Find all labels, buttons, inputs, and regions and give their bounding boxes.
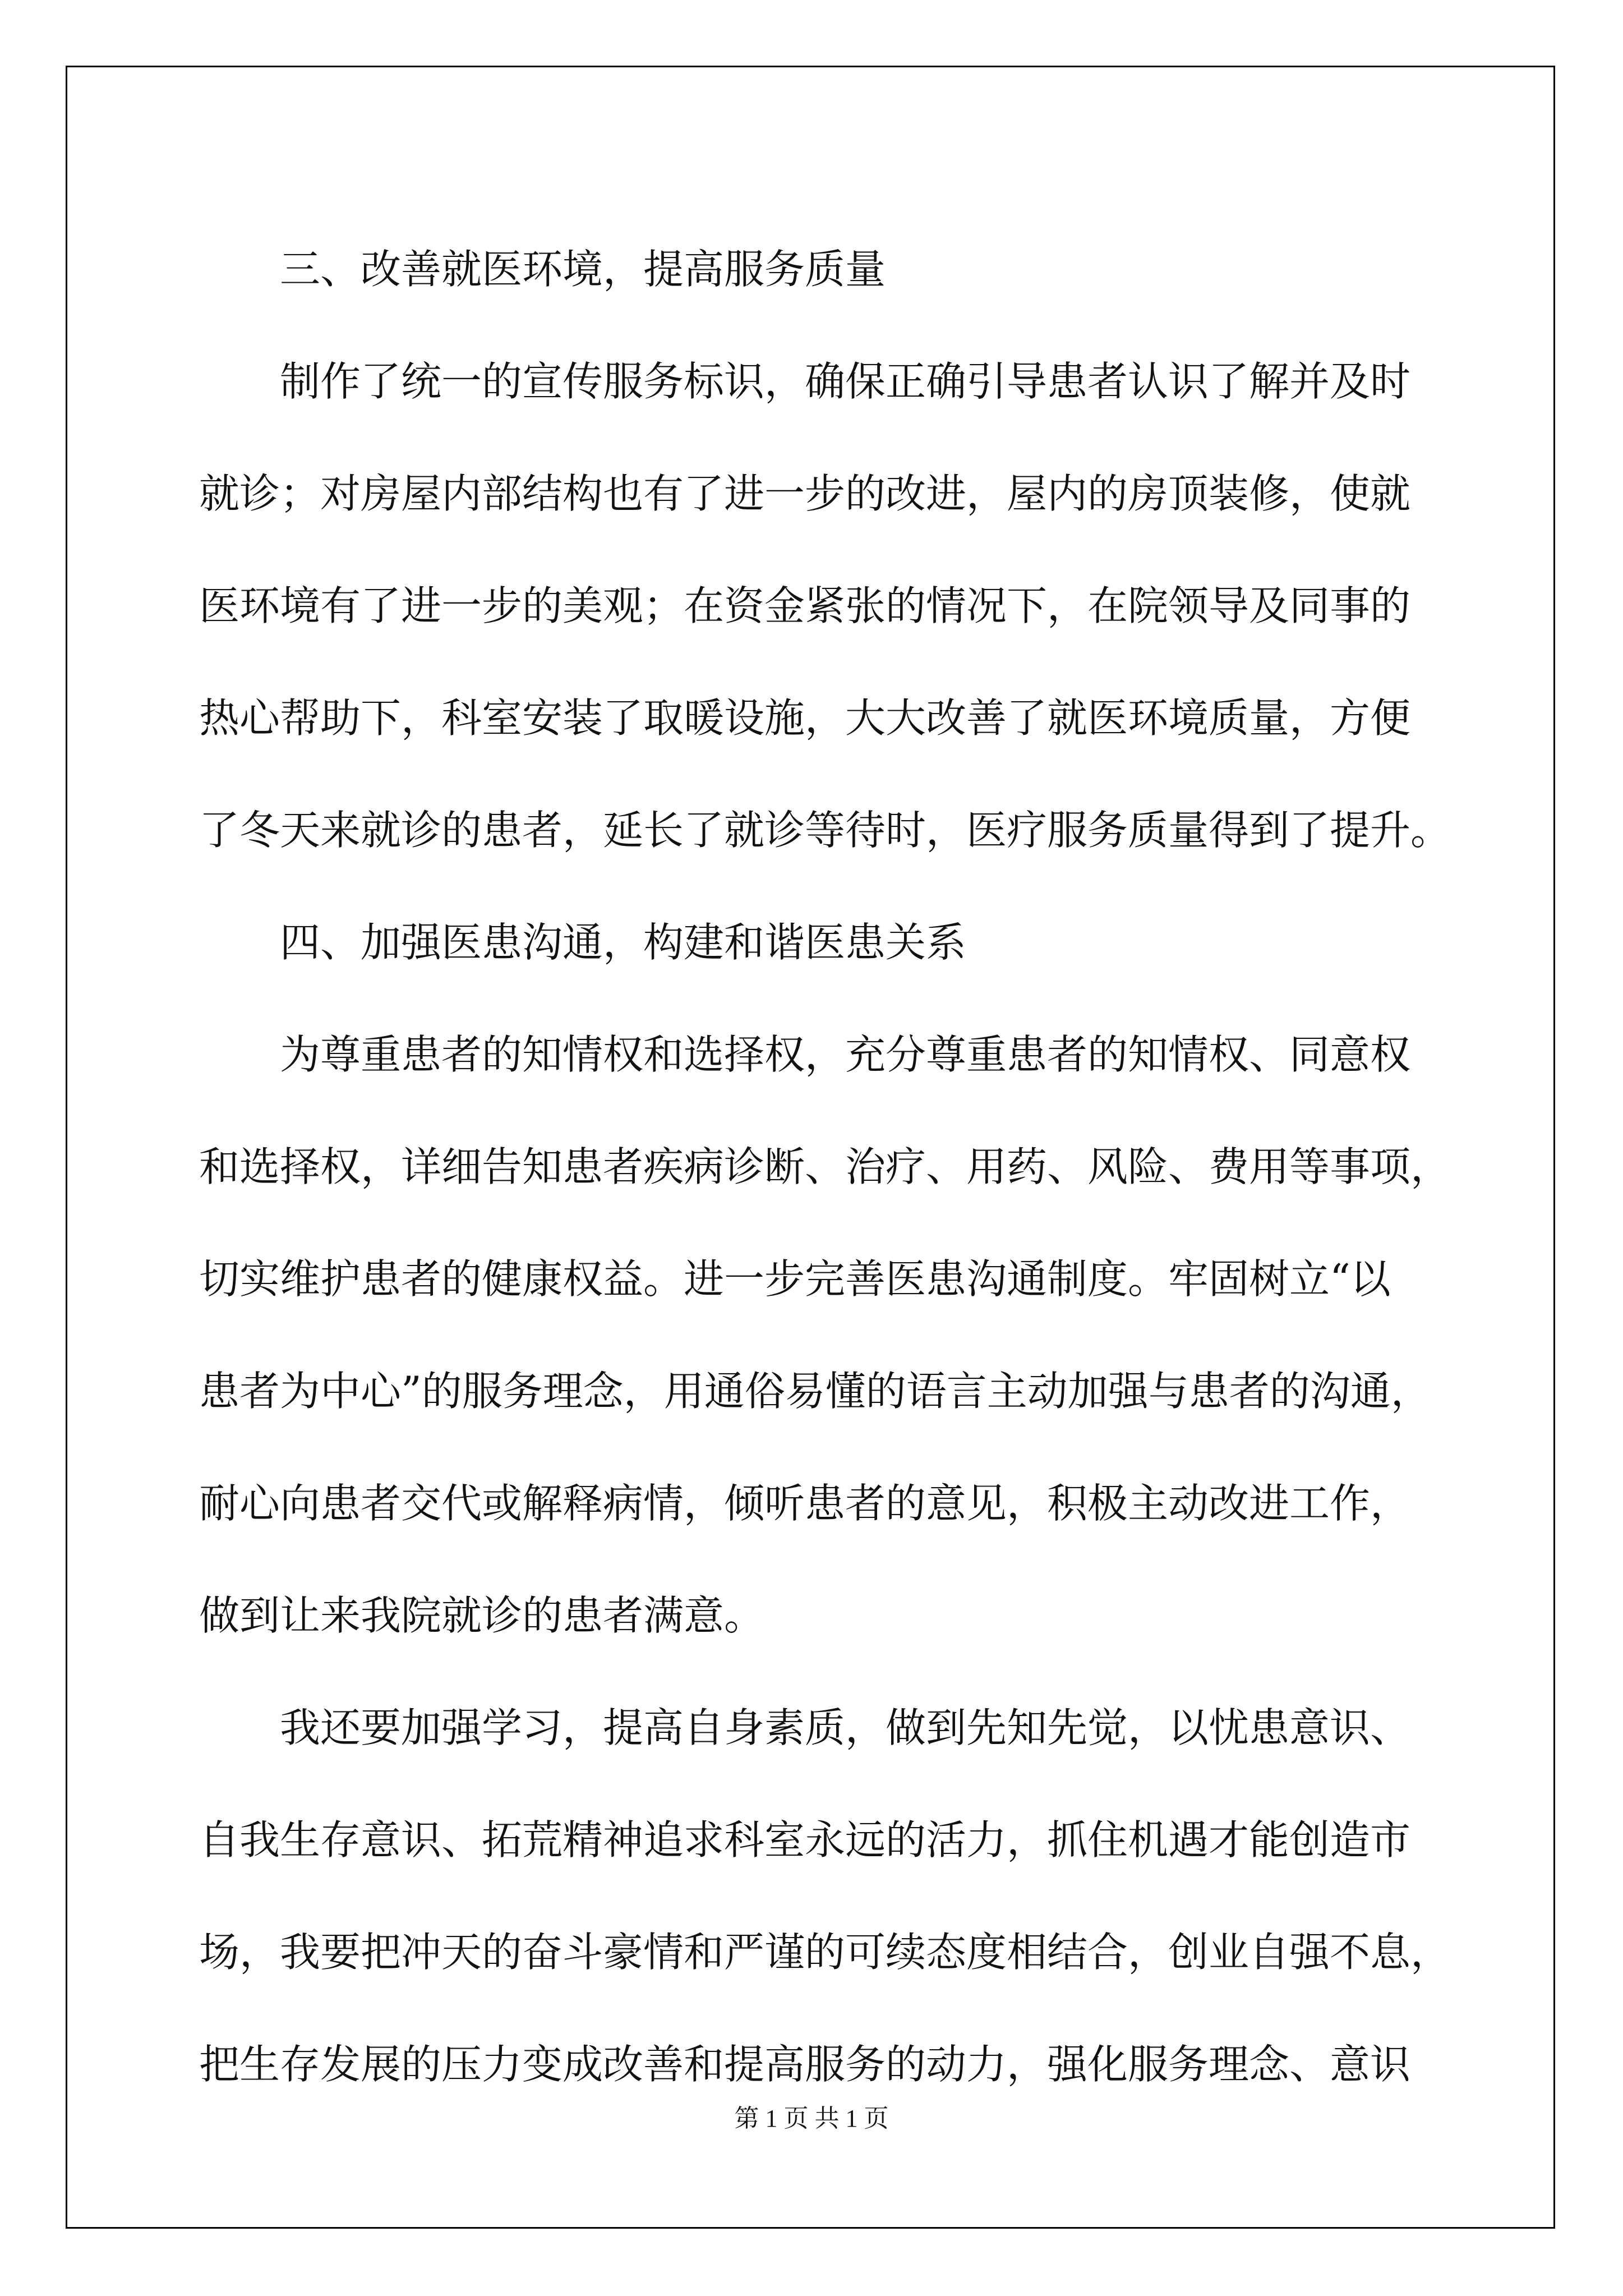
document-body xyxy=(199,213,1451,2120)
text-line: 场，我要把冲天的奋斗豪情和严谨的可续态度相结合，创业自强不息， xyxy=(199,1929,1451,1976)
paragraph xyxy=(199,325,1451,886)
text-line: 我还要加强学习，提高自身素质，做到先知先觉，以忧患意识、 xyxy=(280,1704,1411,1751)
text-line: 就诊；对房屋内部结构也有了进一步的改进，屋内的房顶装修，使就 xyxy=(199,470,1411,517)
paragraph xyxy=(199,999,1451,1672)
section-heading: 四、加强医患沟通，构建和谐医患关系 xyxy=(280,919,967,966)
paragraph xyxy=(199,1672,1451,2120)
text-line: 热心帮助下，科室安装了取暖设施，大大改善了就医环境质量，方便 xyxy=(199,694,1411,742)
text-line: 医环境有了进一步的美观；在资金紧张的情况下，在院领导及同事的 xyxy=(199,582,1411,629)
text-line: 把生存发展的压力变成改善和提高服务的动力，强化服务理念、意识 xyxy=(199,2041,1411,2088)
text-line: 做到让来我院就诊的患者满意。 xyxy=(199,1592,765,1639)
page-number-footer: 第 1 页 共 1 页 xyxy=(734,2105,889,2132)
text-line: 和选择权，详细告知患者疾病诊断、治疗、用药、风险、费用等事项， xyxy=(199,1143,1451,1190)
section-heading: 三、改善就医环境，提高服务质量 xyxy=(280,246,886,293)
text-line: 为尊重患者的知情权和选择权，充分尊重患者的知情权、同意权 xyxy=(280,1031,1411,1078)
text-line: 患者为中心”的服务理念，用通俗易懂的语言主动加强与患者的沟通， xyxy=(199,1368,1431,1415)
text-line: 切实维护患者的健康权益。进一步完善医患沟通制度。牢固树立“以 xyxy=(199,1255,1391,1303)
text-line: 制作了统一的宣传服务标识，确保正确引导患者认识了解并及时 xyxy=(280,358,1411,405)
text-line: 耐心向患者交代或解释病情，倾听患者的意见，积极主动改进工作， xyxy=(199,1480,1411,1527)
text-line: 了冬天来就诊的患者，延长了就诊等待时，医疗服务质量得到了提升。 xyxy=(199,807,1451,854)
text-line: 自我生存意识、拓荒精神追求科室永远的活力，抓住机遇才能创造市 xyxy=(199,1816,1411,1864)
